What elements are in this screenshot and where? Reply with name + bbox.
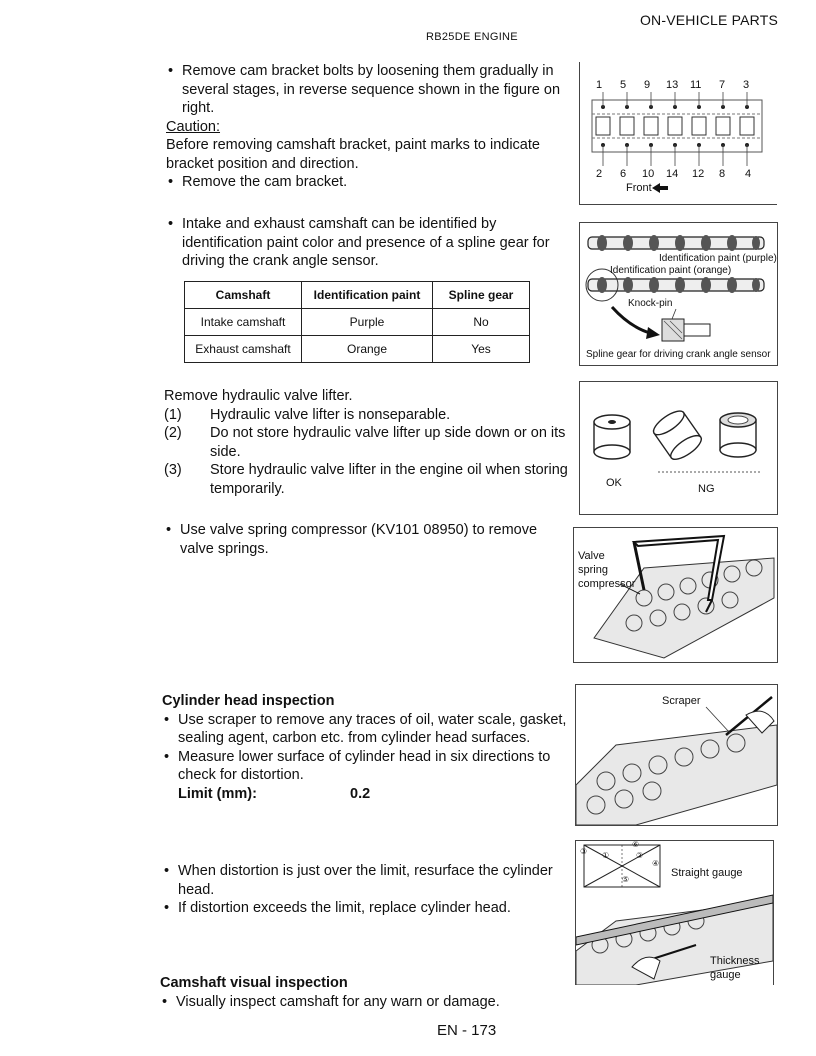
table-cell: Intake camshaft [185, 309, 302, 336]
cylinder-head-title: Cylinder head inspection [162, 693, 335, 709]
table-header-row [185, 282, 530, 309]
camshaft-table [184, 281, 530, 363]
lifter-section [164, 387, 570, 498]
bolt-number: 10 [642, 168, 655, 180]
bolt-number: 3 [743, 79, 750, 91]
front-arrow-icon [652, 183, 668, 193]
camshaft-icon [580, 223, 777, 365]
cam-bracket-bullet-2: • Remove the cam bracket. [166, 173, 572, 192]
straight-gauge-figure [575, 840, 774, 985]
list-number: (3) [164, 462, 182, 478]
list-text: Do not store hydraulic valve lifter up side down or on its side. [210, 425, 566, 460]
valve-spring-section [164, 521, 570, 558]
cam-bracket-section [166, 62, 572, 192]
limit-label: Limit (mm): [178, 785, 257, 802]
list-number: (2) [164, 425, 182, 441]
bolt-number: 7 [719, 79, 726, 91]
cylinder-head-bullet-1: • Use scraper to remove any traces of oil, water scale, gasket, sealing agent, carbon etc. from cylinder head surfaces. [162, 711, 572, 748]
table-cell: No [433, 309, 530, 336]
table-cell: Orange [302, 336, 433, 363]
cylinder-head-bullet-4: • If distortion exceeds the limit, replace cylinder head. [162, 899, 572, 918]
bolt-number: 1 [596, 79, 603, 91]
gauge-point-label: ③ [580, 847, 588, 856]
bolt-number: 12 [692, 168, 705, 180]
cylinder-head-bullet-3: • When distortion is just over the limit, resurface the cylinder head. [162, 862, 572, 899]
bolt-number: 8 [719, 168, 726, 180]
valve-spring-bullet: • Use valve spring compressor (KV101 08950) to remove valve springs. [164, 521, 570, 558]
caution-text: Before removing camshaft bracket, paint marks to indicate bracket position and direction. [166, 137, 540, 172]
list-text: Hydraulic valve lifter is nonseparable. [210, 406, 451, 423]
lifter-figure [579, 381, 778, 515]
thickness-gauge-label: gauge [710, 969, 741, 981]
table-header: Spline gear [433, 282, 530, 309]
list-item [164, 406, 570, 425]
gauge-point-label: ① [602, 851, 610, 860]
bolt-number: 5 [620, 79, 627, 91]
valve-lifter-icon [580, 382, 777, 514]
valve-spring-label: compressor [578, 578, 636, 590]
gauge-point-label: ② [636, 851, 644, 860]
lifter-intro: Remove hydraulic valve lifter. [164, 388, 353, 404]
bolt-number: 6 [620, 168, 627, 180]
camshaft-visual-section [160, 974, 570, 1011]
limit-value: 0.2 [350, 785, 371, 802]
knock-pin-label: Knock-pin [628, 298, 673, 309]
straight-gauge-label: Straight gauge [671, 867, 743, 879]
camshaft-id-bullet: • Intake and exhaust camshaft can be identified by identification paint color and presence of a spline gear for driving the crank angle sensor. [166, 215, 572, 271]
list-number: (1) [164, 406, 182, 423]
cylinder-head-bullet-2: • Measure lower surface of cylinder head in six directions to check for distortion. [162, 748, 572, 785]
table-cell: Exhaust camshaft [185, 336, 302, 363]
arrow-icon [646, 327, 660, 339]
table-header: Identification paint [302, 282, 433, 309]
camshaft-figure [579, 222, 778, 366]
valve-spring-compressor-icon [574, 528, 777, 662]
bolt-number: 2 [596, 168, 603, 180]
bolt-number: 14 [666, 168, 679, 180]
limit-row [162, 785, 572, 804]
bolt-number: 4 [745, 168, 752, 180]
table-row [185, 309, 530, 336]
thickness-gauge-label: Thickness [710, 955, 760, 967]
paint-purple-label: Identification paint (purple) [659, 253, 777, 264]
front-label: Front [626, 182, 652, 194]
cylinder-head-section [162, 692, 572, 803]
bolt-sequence-figure [579, 62, 777, 205]
table-header: Camshaft [185, 282, 302, 309]
table-cell: Yes [433, 336, 530, 363]
camshaft-visual-title: Camshaft visual inspection [160, 975, 348, 991]
valve-spring-label: spring [578, 564, 608, 576]
bolt-number: 11 [690, 79, 702, 91]
table-row [185, 336, 530, 363]
spline-gear-caption: Spline gear for driving crank angle sensor [586, 349, 771, 360]
camshaft-id-section [166, 215, 572, 271]
bolt-number: 9 [644, 79, 651, 91]
resurface-section [162, 862, 572, 918]
ok-label: OK [606, 477, 622, 489]
valve-spring-figure [573, 527, 778, 663]
list-item [164, 461, 570, 498]
caution-label: Caution: [166, 118, 221, 135]
gauge-point-label: ④ [652, 859, 660, 868]
ng-label: NG [698, 483, 715, 495]
page-number: EN - 173 [437, 1022, 497, 1039]
scraper-label: Scraper [662, 695, 701, 707]
list-item [164, 424, 570, 461]
paint-orange-label: Identification paint (orange) [610, 265, 732, 276]
scraper-figure [575, 684, 778, 826]
cam-bracket-bullet-1: • Remove cam bracket bolts by loosening them gradually in several stages, in reverse sequence shown in the figure on right. [166, 62, 572, 118]
engine-title: RB25DE ENGINE [426, 31, 518, 43]
table-cell: Purple [302, 309, 433, 336]
list-text: Store hydraulic valve lifter in the engine oil when storing temporarily. [210, 462, 568, 497]
section-title: ON-VEHICLE PARTS [639, 12, 778, 28]
gauge-point-label: ⑤ [622, 875, 630, 884]
bolt-number: 13 [666, 79, 679, 91]
valve-spring-label: Valve [578, 550, 605, 562]
gauge-point-label: ⑥ [632, 840, 640, 849]
camshaft-visual-bullet: • Visually inspect camshaft for any warn or damage. [160, 993, 570, 1012]
